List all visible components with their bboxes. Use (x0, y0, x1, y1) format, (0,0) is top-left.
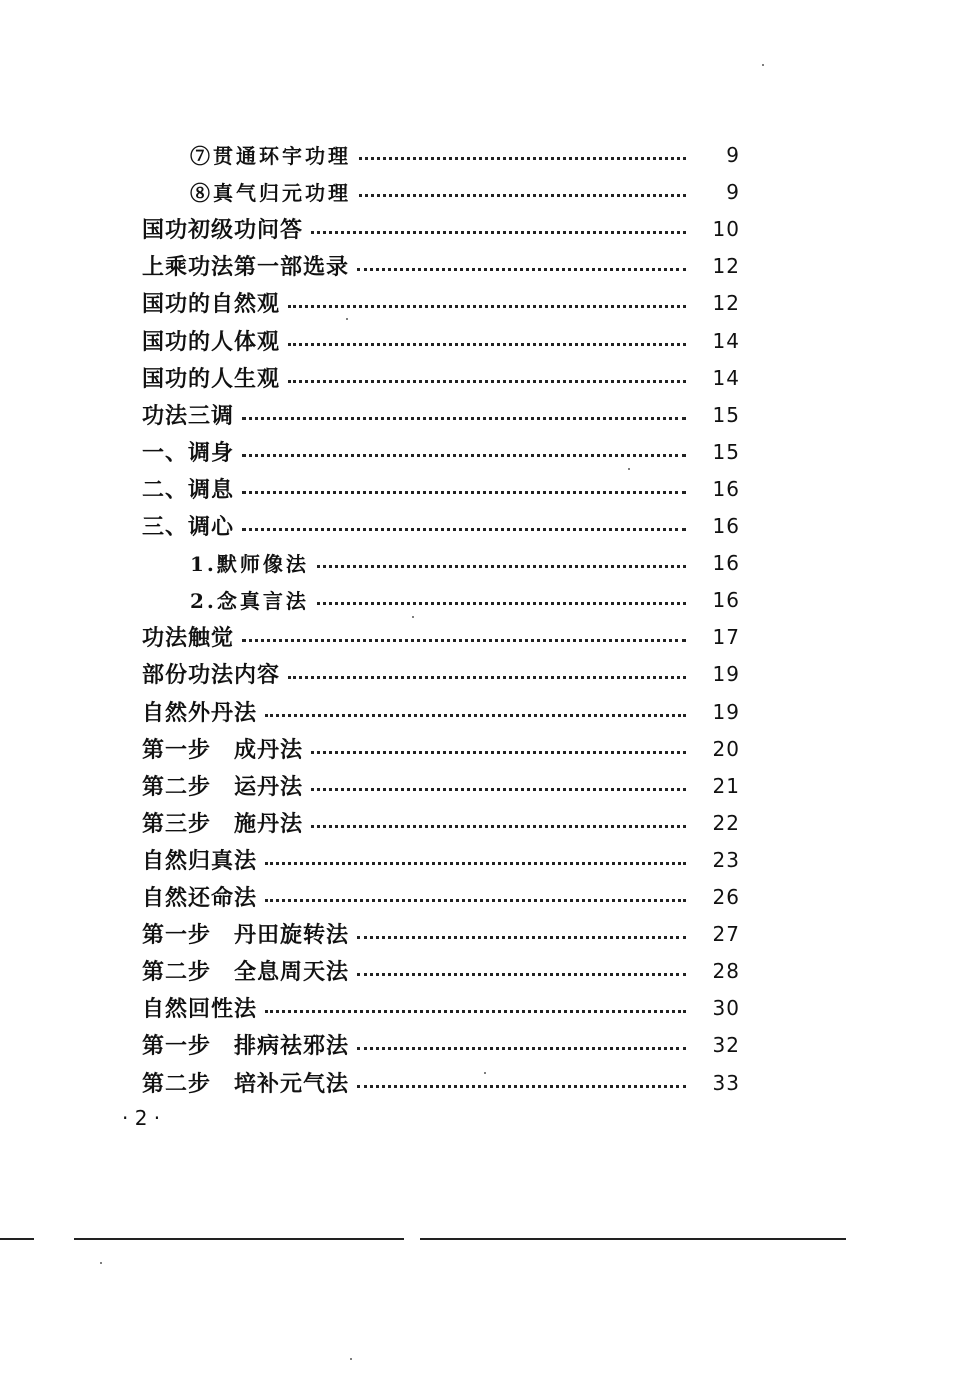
toc-entry-page: 19 (712, 699, 740, 724)
toc-entry-page: 17 (712, 624, 740, 649)
dot-leader (357, 268, 686, 271)
dot-leader (288, 305, 686, 308)
toc-entry-title: 功法触觉 (142, 625, 235, 651)
toc-entry-title: 一、调身 (142, 440, 235, 466)
toc-entry-page: 20 (712, 736, 740, 761)
toc-entry-page: 10 (712, 216, 740, 241)
toc-entry (190, 173, 740, 210)
dot-leader (265, 899, 686, 902)
bottom-rule-right (420, 1238, 846, 1240)
toc-entry-page: 16 (712, 550, 740, 575)
bottom-rule-left (0, 1238, 34, 1240)
toc-entry-title: ⑧真气归元功理 (190, 181, 351, 205)
toc-entry (142, 359, 740, 396)
toc-entry-page: 28 (712, 958, 740, 983)
toc-entry-page: 9 (726, 179, 740, 204)
dot-leader (242, 528, 686, 531)
toc-entry-title: 1.默师像法 (190, 552, 309, 576)
dot-leader (357, 973, 686, 976)
toc-entry-title: 自然还命法 (142, 885, 258, 911)
dot-leader (265, 1010, 686, 1013)
scan-speck (346, 318, 348, 320)
toc-entry-title: 二、调息 (142, 477, 235, 503)
toc-entry-title: 功法三调 (142, 403, 235, 429)
toc-entry-page: 14 (712, 365, 740, 390)
scan-speck (484, 1072, 486, 1074)
toc-entry (142, 1064, 740, 1101)
dot-leader (311, 788, 686, 791)
toc-entry (142, 470, 740, 507)
toc-entry-title: 自然归真法 (142, 848, 258, 874)
toc-entry (190, 136, 740, 173)
toc-entry (142, 284, 740, 321)
toc-entry (142, 804, 740, 841)
toc-entry-title: 国功的人体观 (142, 329, 281, 355)
toc-entry (190, 581, 740, 618)
toc-entry (142, 767, 740, 804)
toc-entry-page: 33 (712, 1070, 740, 1095)
toc-entry-title: 国功的自然观 (142, 291, 281, 317)
toc-entry-title: 部份功法内容 (142, 662, 281, 688)
toc-entry-page: 23 (712, 847, 740, 872)
toc-entry-title: 第一步 成丹法 (142, 737, 304, 763)
dot-leader (311, 825, 686, 828)
toc-entry (142, 989, 740, 1026)
toc-entry-page: 19 (712, 661, 740, 686)
toc-entry-page: 27 (712, 921, 740, 946)
dot-leader (359, 194, 686, 197)
toc-entry (142, 841, 740, 878)
dot-leader (265, 714, 686, 717)
toc-entry-title: 国功的人生观 (142, 366, 281, 392)
toc-entry (142, 952, 740, 989)
dot-leader (357, 1085, 686, 1088)
toc-entry-title: 第三步 施丹法 (142, 811, 304, 837)
scan-speck (762, 64, 764, 66)
toc-entry-page: 16 (712, 513, 740, 538)
dot-leader (242, 417, 686, 420)
scan-speck (412, 616, 414, 618)
toc-entry (142, 396, 740, 433)
toc-entry-page: 15 (712, 402, 740, 427)
toc-entry-page: 9 (726, 142, 740, 167)
dot-leader (242, 639, 686, 642)
toc-entry (142, 618, 740, 655)
dot-leader (357, 1047, 686, 1050)
toc-entry-title: 自然外丹法 (142, 700, 258, 726)
dot-leader (317, 602, 686, 605)
toc-entry-title: 第一步 丹田旋转法 (142, 922, 350, 948)
toc-entry (142, 322, 740, 359)
dot-leader (242, 454, 686, 457)
toc-entry-title: ⑦贯通环宇功理 (190, 144, 351, 168)
toc-entry-page: 15 (712, 439, 740, 464)
toc-entry-page: 21 (712, 773, 740, 798)
toc-entry-page: 16 (712, 587, 740, 612)
bottom-rule-main (74, 1238, 404, 1240)
toc-entry (142, 247, 740, 284)
toc-entry (142, 693, 740, 730)
toc-entry (142, 507, 740, 544)
dot-leader (288, 343, 686, 346)
toc-entry-page: 26 (712, 884, 740, 909)
toc-entry (190, 544, 740, 581)
toc-entry-page: 32 (712, 1032, 740, 1057)
toc-entry-page: 30 (712, 995, 740, 1020)
dot-leader (288, 676, 686, 679)
toc-entry-title: 三、调心 (142, 514, 235, 540)
dot-leader (311, 231, 686, 234)
toc-entry (142, 210, 740, 247)
toc-entry-title: 2.念真言法 (190, 589, 309, 613)
toc-entry-page: 16 (712, 476, 740, 501)
toc-entry (142, 1026, 740, 1063)
dot-leader (265, 862, 686, 865)
toc-entry-page: 14 (712, 328, 740, 353)
toc-entry (142, 433, 740, 470)
toc-entry-title: 第一步 排病祛邪法 (142, 1033, 350, 1059)
toc-entry-page: 12 (712, 290, 740, 315)
toc-entry (142, 878, 740, 915)
toc-entry-page: 22 (712, 810, 740, 835)
dot-leader (359, 157, 686, 160)
toc-entry-title: 国功初级功问答 (142, 217, 304, 243)
scan-speck (350, 1358, 352, 1360)
dot-leader (357, 936, 686, 939)
dot-leader (311, 751, 686, 754)
toc-entry-title: 上乘功法第一部选录 (142, 254, 350, 280)
toc-entry-title: 自然回性法 (142, 996, 258, 1022)
dot-leader (288, 380, 686, 383)
page-number: · 2 · (122, 1106, 161, 1130)
scan-speck (628, 468, 630, 470)
toc-entry (142, 915, 740, 952)
dot-leader (317, 565, 686, 568)
toc-entry-page: 12 (712, 253, 740, 278)
dot-leader (242, 491, 686, 494)
toc-entry (142, 730, 740, 767)
scan-speck (100, 1262, 102, 1264)
toc-entry-title: 第二步 培补元气法 (142, 1071, 350, 1097)
toc-entry-title: 第二步 全息周天法 (142, 959, 350, 985)
toc-entry (142, 655, 740, 692)
toc-entry-title: 第二步 运丹法 (142, 774, 304, 800)
